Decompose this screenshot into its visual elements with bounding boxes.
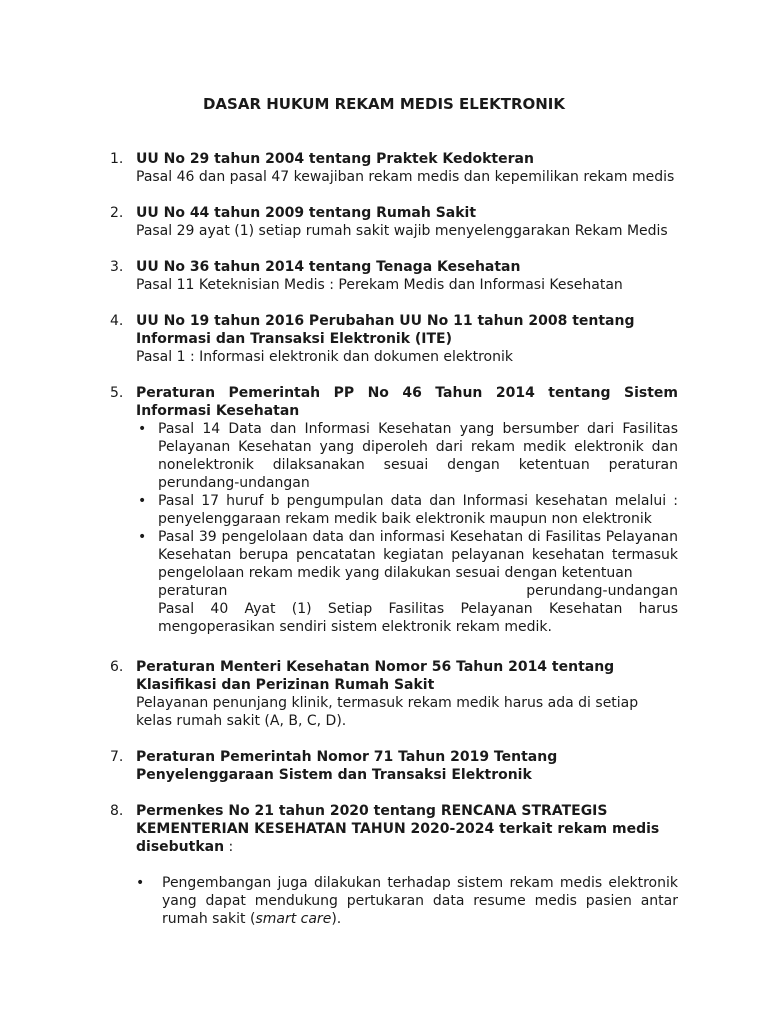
bullet-word: perundang-undangan [526,583,678,599]
item-heading: Peraturan Pemerintah PP No 46 Tahun 2014 tentang Sistem Informasi Kesehatan [136,385,678,419]
bullet-list [136,420,678,636]
bullet-text-tail: Pasal 40 Ayat (1) Setiap Fasilitas Pelayanan Kesehatan harus mengoperasikan sendiri sistem elektronik rekam medik. [158,601,678,635]
bullet-wrapped-line [158,582,678,600]
bullet-item [136,420,678,492]
bullet-item [136,874,678,928]
item-heading: Peraturan Menteri Kesehatan Nomor 56 Tahun 2014 tentang Klasifikasi dan Perizinan Rumah Sakit [136,659,615,693]
list-item-4 [110,312,678,366]
list-item-7 [110,748,678,784]
item-text: Pelayanan penunjang klinik, termasuk rekam medik harus ada di setiap kelas rumah sakit (A, B, C, D). [136,695,639,729]
item-number: 1. [110,151,124,167]
bullet-word: peraturan [158,583,228,599]
bullet-icon: • [136,875,145,891]
item-heading-suffix: : [224,839,234,855]
item-text: Pasal 46 dan pasal 47 kewajiban rekam medis dan kepemilikan rekam medis [136,169,675,185]
item-number: 8. [110,803,124,819]
item-heading: UU No 29 tahun 2004 tentang Praktek Kedokteran [136,151,534,167]
item-number: 2. [110,205,124,221]
list-item-5 [110,384,678,636]
item-number: 5. [110,385,124,401]
bullet-emphasis: smart care [255,911,332,927]
list-item-6 [110,658,678,730]
bullet-icon: • [138,493,147,509]
item-number: 3. [110,259,124,275]
item-number: 4. [110,313,124,329]
item-text: Pasal 1 : Informasi elektronik dan dokumen elektronik [136,349,513,365]
list-item-3 [110,258,678,294]
item-heading: UU No 44 tahun 2009 tentang Rumah Sakit [136,205,477,221]
bullet-text-end: ). [331,911,342,927]
document-title: DASAR HUKUM REKAM MEDIS ELEKTRONIK [202,95,566,113]
item-heading: Peraturan Pemerintah Nomor 71 Tahun 2019 Tentang Penyelenggaraan Sistem dan Transaksi Elektronik [136,749,558,783]
item-heading: UU No 19 tahun 2016 Perubahan UU No 11 tahun 2008 tentang Informasi dan Transaksi Elektronik (ITE) [136,313,635,347]
bullet-text: Pasal 17 huruf b pengumpulan data dan Informasi kesehatan melalui : penyelenggaraan rekam medik baik elektronik maupun non elektronik [158,493,678,527]
item-text: Pasal 29 ayat (1) setiap rumah sakit wajib menyelenggarakan Rekam Medis [136,223,668,239]
bullet-text: Pasal 39 pengelolaan data dan informasi Kesehatan di Fasilitas Pelayanan Kesehatan berupa pencatatan kegiatan pelayanan kesehatan termasuk pengelolaan rekam medik yang dilakukan sesuai dengan ketentuan [158,529,678,581]
bullet-icon: • [138,529,147,545]
bullet-item [136,492,678,528]
bullet-text: Pengembangan juga dilakukan terhadap sistem rekam medis elektronik yang dapat mendukung pertukaran data resume medis pasien antar rumah sakit ( [162,875,678,927]
bullet-icon: • [138,421,147,437]
item-text: Pasal 11 Keteknisian Medis : Perekam Medis dan Informasi Kesehatan [136,277,623,293]
list-item-1 [110,150,678,186]
item-number: 6. [110,659,124,675]
list-item-8 [110,802,678,928]
bullet-list [136,874,678,928]
item-heading: Permenkes No 21 tahun 2020 tentang RENCANA STRATEGIS KEMENTERIAN KESEHATAN TAHUN 2020-2024 terkait rekam medis disebutkan [136,803,660,855]
bullet-item [136,528,678,636]
item-number: 7. [110,749,124,765]
list-item-2 [110,204,678,240]
item-heading: UU No 36 tahun 2014 tentang Tenaga Kesehatan [136,259,521,275]
bullet-text: Pasal 14 Data dan Informasi Kesehatan yang bersumber dari Fasilitas Pelayanan Kesehatan yang diperoleh dari rekam medik elektronik dan nonelektronik dilaksanakan sesuai dengan ketentuan peraturan perundang-undangan [158,421,678,491]
